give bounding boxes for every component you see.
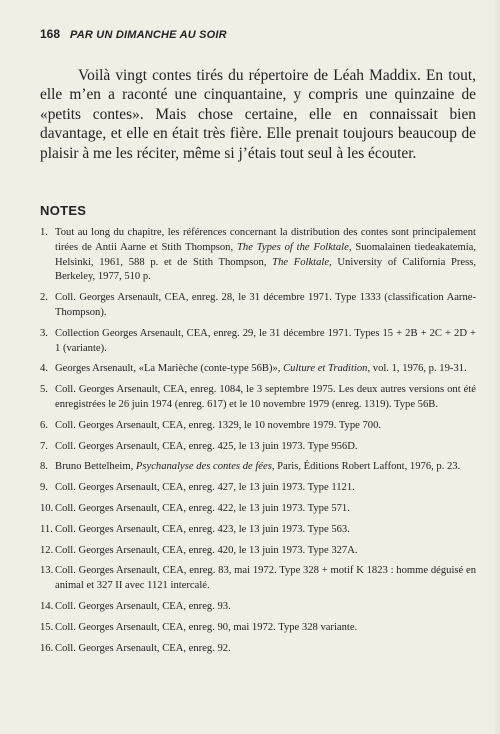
note-text (55, 291, 476, 321)
note-text (55, 327, 476, 357)
note-number: 8. (40, 461, 48, 473)
note-text (55, 502, 476, 517)
note-text-run: Coll. Georges Arsenault, CEA, enreg. 423, le 13 juin 1973. Type 563. (55, 523, 350, 535)
note-number: 7. (40, 440, 48, 452)
note-item (40, 523, 476, 538)
note-title-italic: The Types of the Folktale (237, 241, 349, 253)
note-text (55, 226, 476, 285)
note-text-run: Georges Arsenault, «La Marièche (conte-type 56B)», (55, 363, 284, 375)
note-text-run: Bruno Bettelheim, (55, 461, 136, 473)
note-text-run: , Suomalainen tiedeakatemia, Helsinki, 1961, 588 p. et de Stith Thompson, (55, 241, 476, 268)
note-item (40, 502, 476, 517)
note-number: 15. (40, 621, 54, 633)
notes-list (40, 226, 476, 662)
notes-heading: NOTES (40, 203, 87, 218)
note-text (55, 460, 476, 475)
note-text-run: Coll. Georges Arsenault, CEA, enreg. 28, le 31 décembre 1971. Type 1333 (classification Aarne-Thompson). (55, 292, 476, 318)
note-text-run: Coll. Georges Arsenault, CEA, enreg. 425, le 13 juin 1973. Type 956D. (55, 440, 358, 452)
note-number: 3. (40, 327, 48, 339)
note-text-run: Coll. Georges Arsenault, CEA, enreg. 422, le 13 juin 1973. Type 571. (55, 502, 350, 514)
note-number: 14. (40, 600, 54, 612)
note-item (40, 460, 476, 475)
note-item (40, 544, 476, 559)
note-text (55, 419, 476, 434)
note-title-italic: Culture et Tradition (283, 363, 368, 375)
note-number: 5. (40, 384, 48, 396)
note-number: 6. (40, 419, 48, 431)
note-item (40, 440, 476, 455)
page-number: 168 (40, 27, 61, 41)
note-title-italic: The Folktale (272, 256, 330, 268)
running-title: PAR UN DIMANCHE AU SOIR (70, 29, 227, 41)
note-number: 11. (40, 523, 53, 535)
note-item (40, 481, 476, 496)
note-text-run: Coll. Georges Arsenault, CEA, enreg. 93. (55, 600, 231, 612)
note-item (40, 383, 476, 413)
note-number: 1. (40, 227, 48, 238)
note-item (40, 362, 476, 377)
note-text-run: , Paris, Éditions Robert Laffont, 1976, p. 23. (271, 461, 461, 473)
note-item (40, 226, 476, 285)
note-text (55, 600, 476, 615)
note-text-run: , University of California Press, Berkeley, 1977, 510 p. (55, 256, 476, 283)
note-title-italic: Psychanalyse des contes de fées (135, 461, 272, 473)
note-item (40, 327, 476, 357)
note-text (55, 642, 476, 657)
note-text-run: Coll. Georges Arsenault, CEA, enreg. 1329, le 10 novembre 1979. Type 700. (55, 419, 382, 431)
note-item (40, 600, 476, 615)
intro-paragraph: Voilà vingt contes tirés du répertoire de Léah Maddix. En tout, elle m’en a raconté une cinquantaine, y compris une quinzaine de «petits contes». Mais chose certaine, elle en connaissait bien davantage, et elle en était très fière. Elle prenait toujours beaucoup de plaisir à me les réciter, même si j’étais tout seul à les écouter. (40, 67, 476, 162)
note-text (55, 481, 476, 496)
note-text-run: , vol. 1, 1976, p. 19-31. (367, 363, 467, 375)
note-number: 13. (40, 565, 54, 577)
note-text (55, 362, 476, 377)
note-text (55, 523, 476, 538)
note-text (55, 621, 476, 636)
note-text-run: Coll. Georges Arsenault, CEA, enreg. 92. (55, 642, 231, 654)
running-header (40, 27, 227, 41)
note-text (55, 564, 476, 594)
note-number: 12. (40, 544, 54, 556)
note-number: 16. (40, 642, 54, 654)
note-text-run: Collection Georges Arsenault, CEA, enreg. 29, le 31 décembre 1971. Types 15 + 2B + 2C + 2D + 1 (variante). (55, 327, 476, 354)
note-text-run: Coll. Georges Arsenault, CEA, enreg. 90, mai 1972. Type 328 variante. (55, 621, 358, 633)
note-number: 10. (40, 502, 54, 514)
note-text-run: Coll. Georges Arsenault, CEA, enreg. 1084, le 3 septembre 1975. Les deux autres versions ont été enregistrées le 26 juin 1974 (enreg. 617) et le 10 novembre 1979 (enreg. 1319). Type 56B. (55, 384, 476, 410)
note-text (55, 440, 476, 455)
page-edge-shadow (494, 0, 500, 734)
note-text-run: Coll. Georges Arsenault, CEA, enreg. 420, le 13 juin 1973. Type 327A. (55, 544, 358, 556)
note-item (40, 291, 476, 321)
note-item (40, 642, 476, 657)
note-text (55, 544, 476, 559)
note-text (55, 383, 476, 413)
note-item (40, 419, 476, 434)
note-number: 9. (40, 482, 48, 494)
note-number: 2. (40, 292, 48, 304)
note-number: 4. (40, 363, 48, 375)
note-text-run: Coll. Georges Arsenault, CEA, enreg. 83, mai 1972. Type 328 + motif K 1823 : homme déguisé en animal et 327 II avec 1121 intercalé. (55, 565, 476, 592)
note-item (40, 621, 476, 636)
note-text-run: Coll. Georges Arsenault, CEA, enreg. 427, le 13 juin 1973. Type 1121. (55, 482, 355, 494)
note-item (40, 564, 476, 594)
note-text-run: Tout au long du chapitre, les références concernant la distribution des contes sont principalement tirées de Antii Aarne et Stith Thompson, (55, 227, 476, 253)
